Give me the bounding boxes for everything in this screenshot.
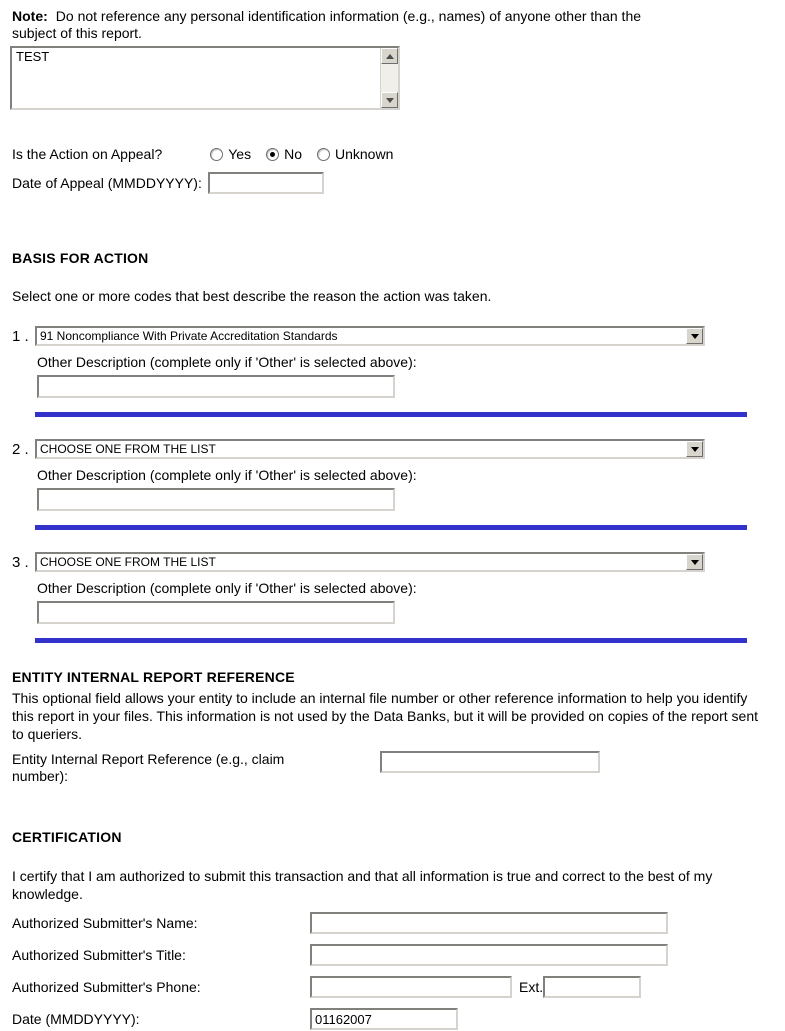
basis-item-number: 2 .	[12, 440, 29, 458]
phone-ext-input[interactable]	[543, 976, 641, 998]
radio-icon[interactable]	[266, 148, 279, 161]
submitter-title-input[interactable]	[310, 944, 668, 966]
date-of-appeal-row	[12, 172, 785, 194]
ext-label: Ext.	[519, 979, 544, 995]
submitter-phone-row	[12, 975, 785, 999]
section-divider	[35, 638, 747, 643]
scroll-down-button[interactable]	[381, 92, 398, 108]
other-description-input-3[interactable]	[37, 601, 395, 624]
basis-item-number: 3 .	[12, 553, 29, 571]
submitter-name-label: Authorized Submitter's Name:	[12, 915, 198, 931]
dropdown-arrow-button[interactable]	[686, 328, 703, 344]
select-value: CHOOSE ONE FROM THE LIST	[40, 555, 216, 569]
submitter-name-input[interactable]	[310, 912, 668, 934]
entity-ref-row	[12, 751, 785, 785]
submitter-name-row	[12, 911, 785, 935]
radio-label: Unknown	[334, 146, 394, 162]
note-text: Do not reference any personal identification information (e.g., names) of anyone other than the subject of this report.	[12, 8, 642, 41]
basis-item-row	[12, 439, 785, 459]
note-paragraph	[12, 8, 688, 42]
date-of-appeal-input[interactable]	[208, 172, 324, 194]
chevron-down-icon	[691, 447, 699, 452]
basis-instruction: Select one or more codes that best describe the reason the action was taken.	[12, 288, 492, 304]
date-of-appeal-label: Date of Appeal (MMDDYYYY):	[12, 175, 202, 191]
chevron-down-icon	[691, 334, 699, 339]
select-value: CHOOSE ONE FROM THE LIST	[40, 442, 216, 456]
note-textarea[interactable]	[10, 46, 400, 110]
textarea-scrollbar[interactable]	[380, 48, 398, 108]
radio-label: Yes	[228, 146, 252, 162]
submitter-title-row	[12, 943, 785, 967]
section-heading-basis: BASIS FOR ACTION	[12, 250, 149, 266]
scroll-up-button[interactable]	[381, 48, 398, 64]
certification-statement: I certify that I am authorized to submit this transaction and that all information is true and correct to the best of my knowledge.	[12, 868, 713, 902]
submitter-title-label: Authorized Submitter's Title:	[12, 947, 186, 963]
basis-code-select-1[interactable]	[35, 326, 705, 346]
radio-icon[interactable]	[317, 148, 330, 161]
radio-icon[interactable]	[210, 148, 223, 161]
section-heading-certification: CERTIFICATION	[12, 829, 122, 845]
note-textarea-value[interactable]: TEST	[16, 49, 50, 64]
other-description-label: Other Description (complete only if 'Other' is selected above):	[37, 354, 417, 370]
note-label: Note:	[12, 8, 48, 24]
basis-code-select-2[interactable]	[35, 439, 705, 459]
cert-date-label: Date (MMDDYYYY):	[12, 1011, 140, 1027]
radio-option-no[interactable]	[266, 146, 302, 162]
appeal-question-row	[12, 146, 785, 162]
entity-description: This optional field allows your entity to include an internal file number or other reference information to help you identify this report in your files. This information is not used by the Data Banks, but it will be provided on copies of the report sent to queriers.	[12, 690, 759, 742]
radio-option-yes[interactable]	[210, 146, 251, 162]
entity-ref-input[interactable]	[380, 751, 600, 773]
basis-item-row	[12, 326, 785, 346]
cert-date-input[interactable]	[310, 1008, 458, 1030]
other-description-input-2[interactable]	[37, 488, 395, 511]
dropdown-arrow-button[interactable]	[686, 441, 703, 457]
basis-code-select-3[interactable]	[35, 552, 705, 572]
submitter-phone-label: Authorized Submitter's Phone:	[12, 979, 201, 995]
other-description-label: Other Description (complete only if 'Other' is selected above):	[37, 580, 417, 596]
section-divider	[35, 412, 747, 417]
radio-option-unknown[interactable]	[317, 146, 393, 162]
basis-item-number: 1 .	[12, 327, 29, 345]
section-heading-entity: ENTITY INTERNAL REPORT REFERENCE	[12, 669, 295, 685]
radio-label: No	[284, 146, 302, 162]
chevron-down-icon	[691, 560, 699, 565]
arrow-up-icon	[386, 54, 394, 59]
basis-item-row	[12, 552, 785, 572]
arrow-down-icon	[386, 98, 394, 103]
cert-date-row	[12, 1007, 785, 1031]
appeal-question-label: Is the Action on Appeal?	[12, 146, 163, 162]
submitter-phone-input[interactable]	[310, 976, 512, 998]
other-description-input-1[interactable]	[37, 375, 395, 398]
other-description-label: Other Description (complete only if 'Other' is selected above):	[37, 467, 417, 483]
section-divider	[35, 525, 747, 530]
dropdown-arrow-button[interactable]	[686, 554, 703, 570]
entity-ref-label: Entity Internal Report Reference (e.g., claim number):	[12, 751, 285, 784]
select-value: 91 Noncompliance With Private Accreditation Standards	[40, 329, 338, 343]
